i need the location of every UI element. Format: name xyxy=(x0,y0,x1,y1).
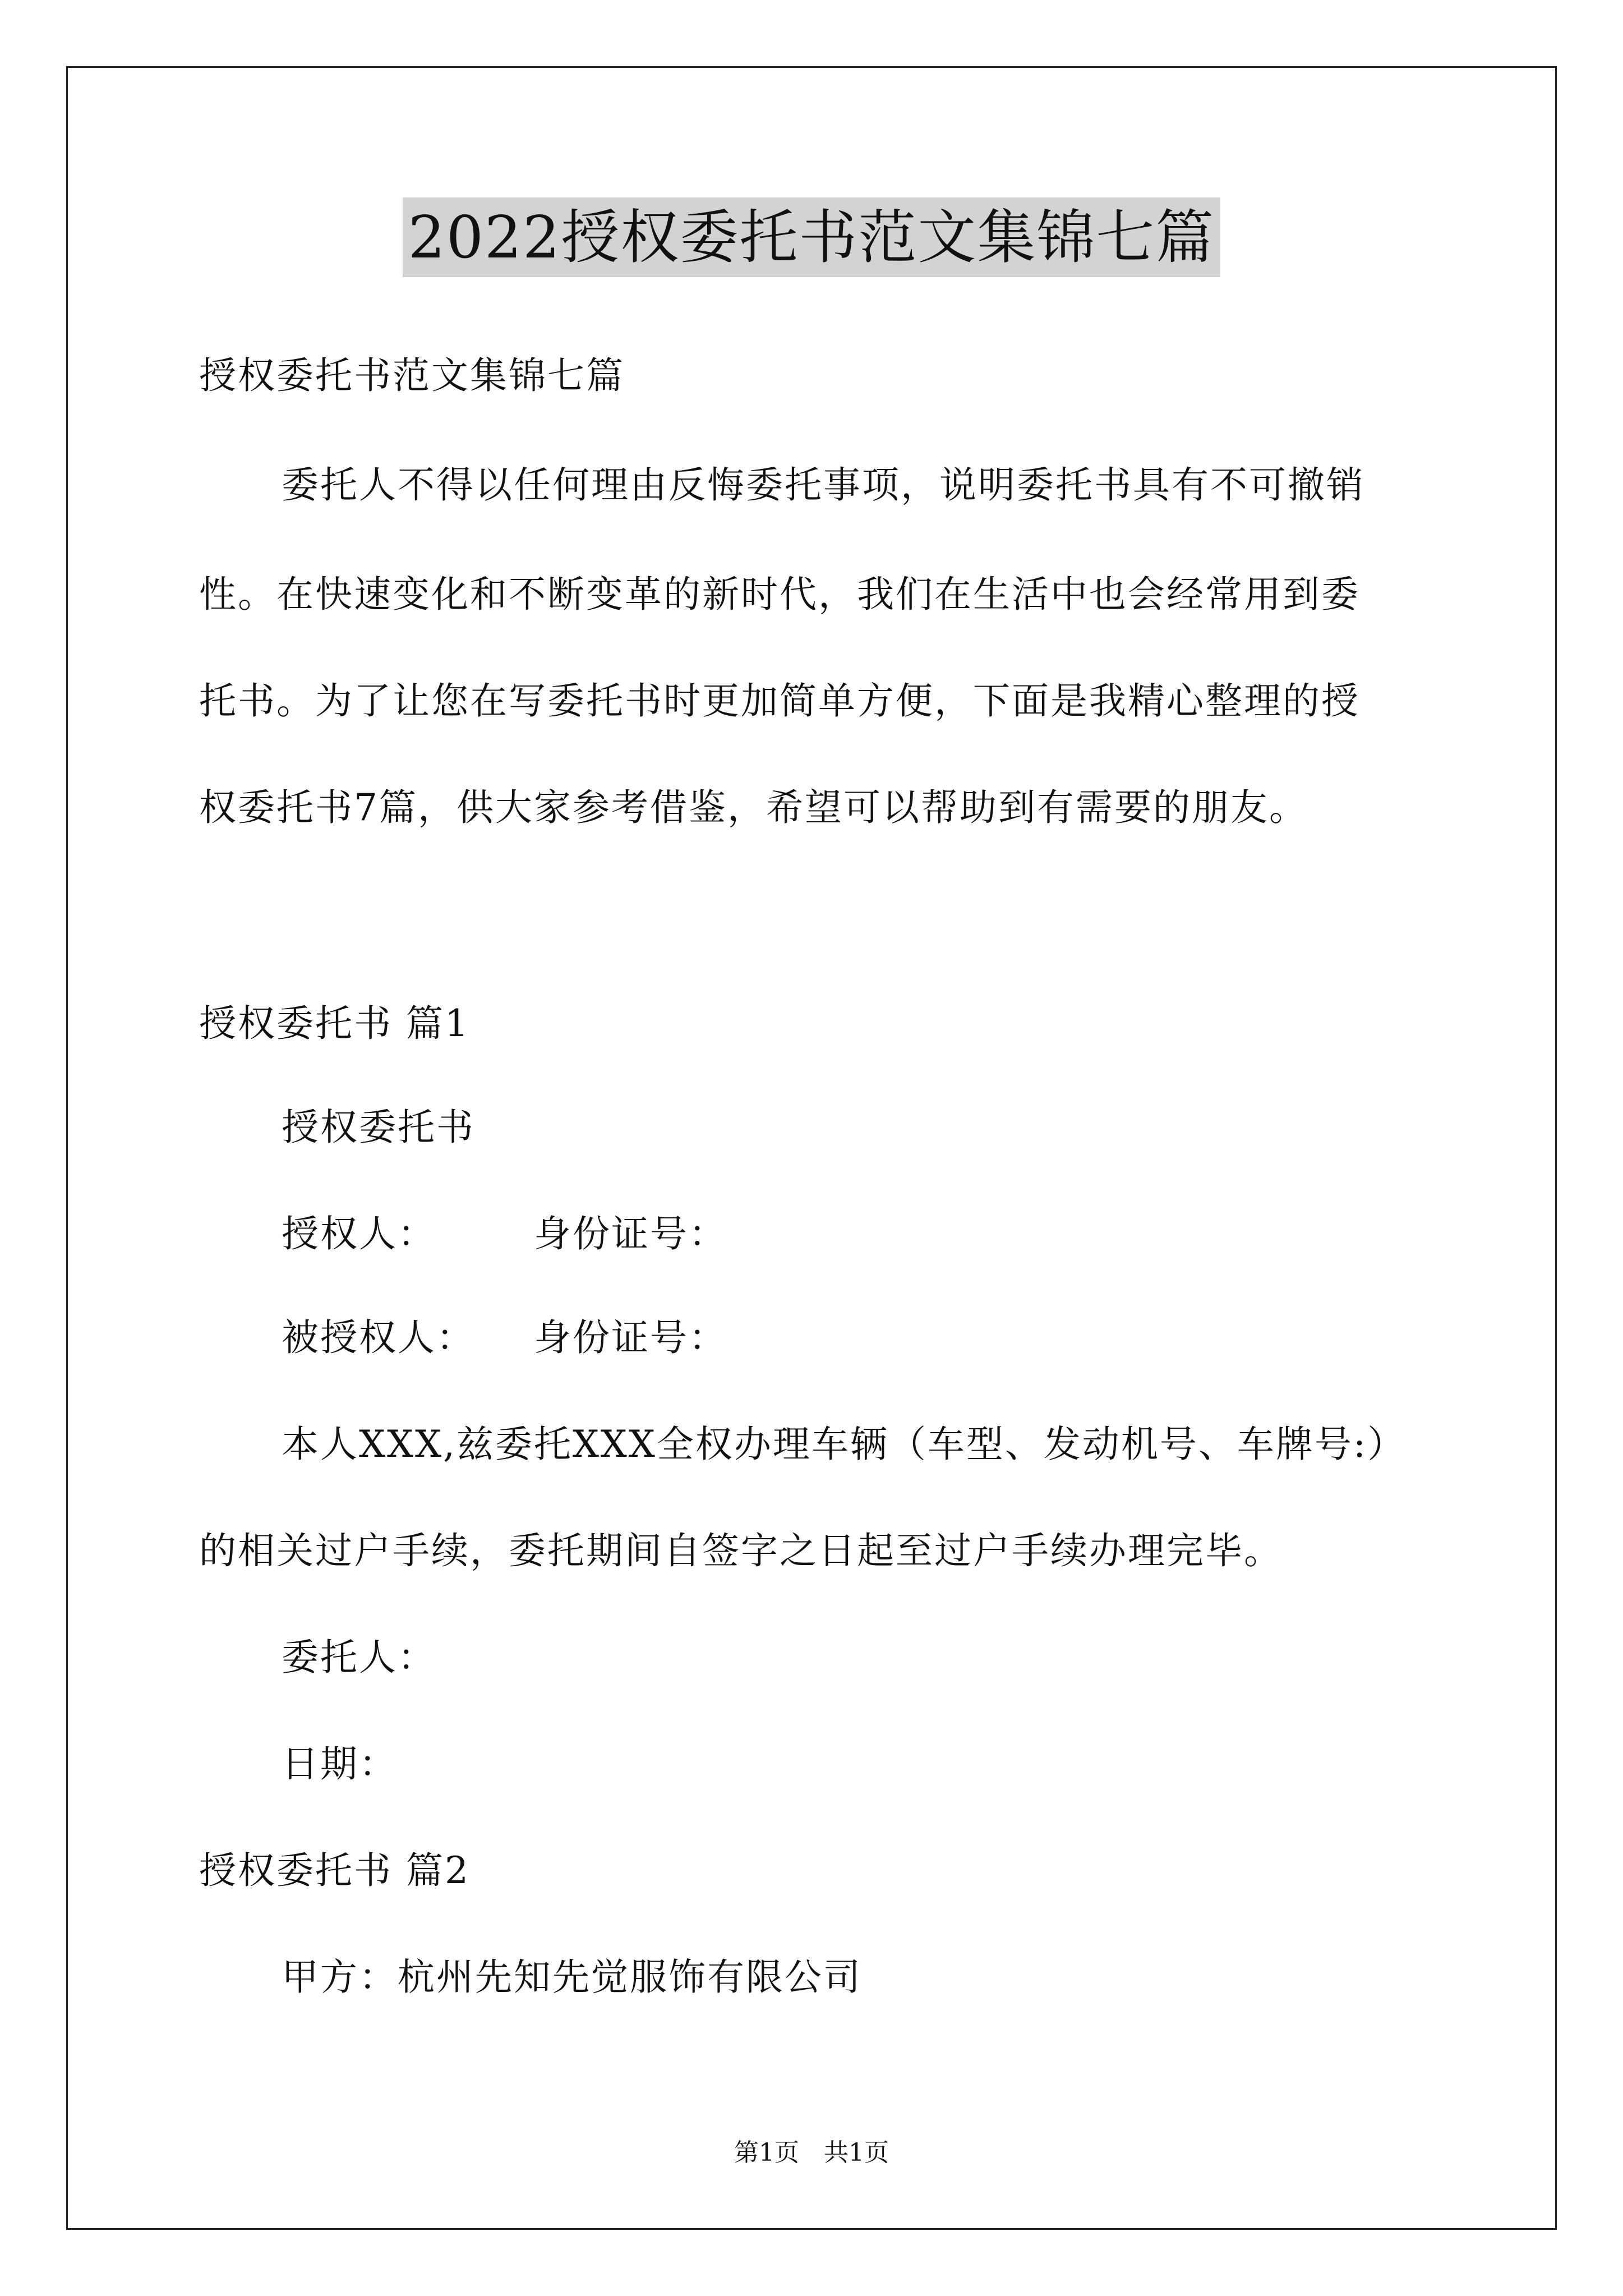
body-line: 的相关过户手续，委托期间自签字之日起至过户手续办理完毕。 xyxy=(199,1529,1283,1572)
body-line: 本人XXX,兹委托XXX全权办理车辆（车型、发动机号、车牌号:） xyxy=(282,1423,1407,1466)
document-subtitle: 授权委托书范文集锦七篇 xyxy=(199,354,625,397)
date-label: 日期： xyxy=(282,1742,398,1786)
grantor-line: 授权人： 身份证号： xyxy=(282,1212,727,1255)
grantee-line: 被授权人： 身份证号： xyxy=(282,1316,727,1359)
page-footer: 第1页 共1页 xyxy=(734,2138,889,2167)
party-a-line: 甲方：杭州先知先觉服饰有限公司 xyxy=(282,1955,862,1999)
intro-line: 权委托书7篇，供大家参考借鉴，希望可以帮助到有需要的朋友。 xyxy=(199,786,1308,829)
document-title-text: 2022授权委托书范文集锦七篇 xyxy=(403,197,1221,277)
intro-line: 性。在快速变化和不断变革的新时代，我们在生活中也会经常用到委 xyxy=(199,573,1360,616)
intro-line: 托书。为了让您在写委托书时更加简单方便，下面是我精心整理的授 xyxy=(199,679,1360,723)
section-heading: 授权委托书 篇2 xyxy=(199,1849,470,1892)
document-title xyxy=(0,197,1623,282)
principal-label: 委托人： xyxy=(282,1636,436,1679)
section-doc-name: 授权委托书 xyxy=(282,1106,475,1149)
section-heading: 授权委托书 篇1 xyxy=(199,1002,470,1045)
intro-line: 委托人不得以任何理由反悔委托事项，说明委托书具有不可撤销 xyxy=(282,463,1365,507)
